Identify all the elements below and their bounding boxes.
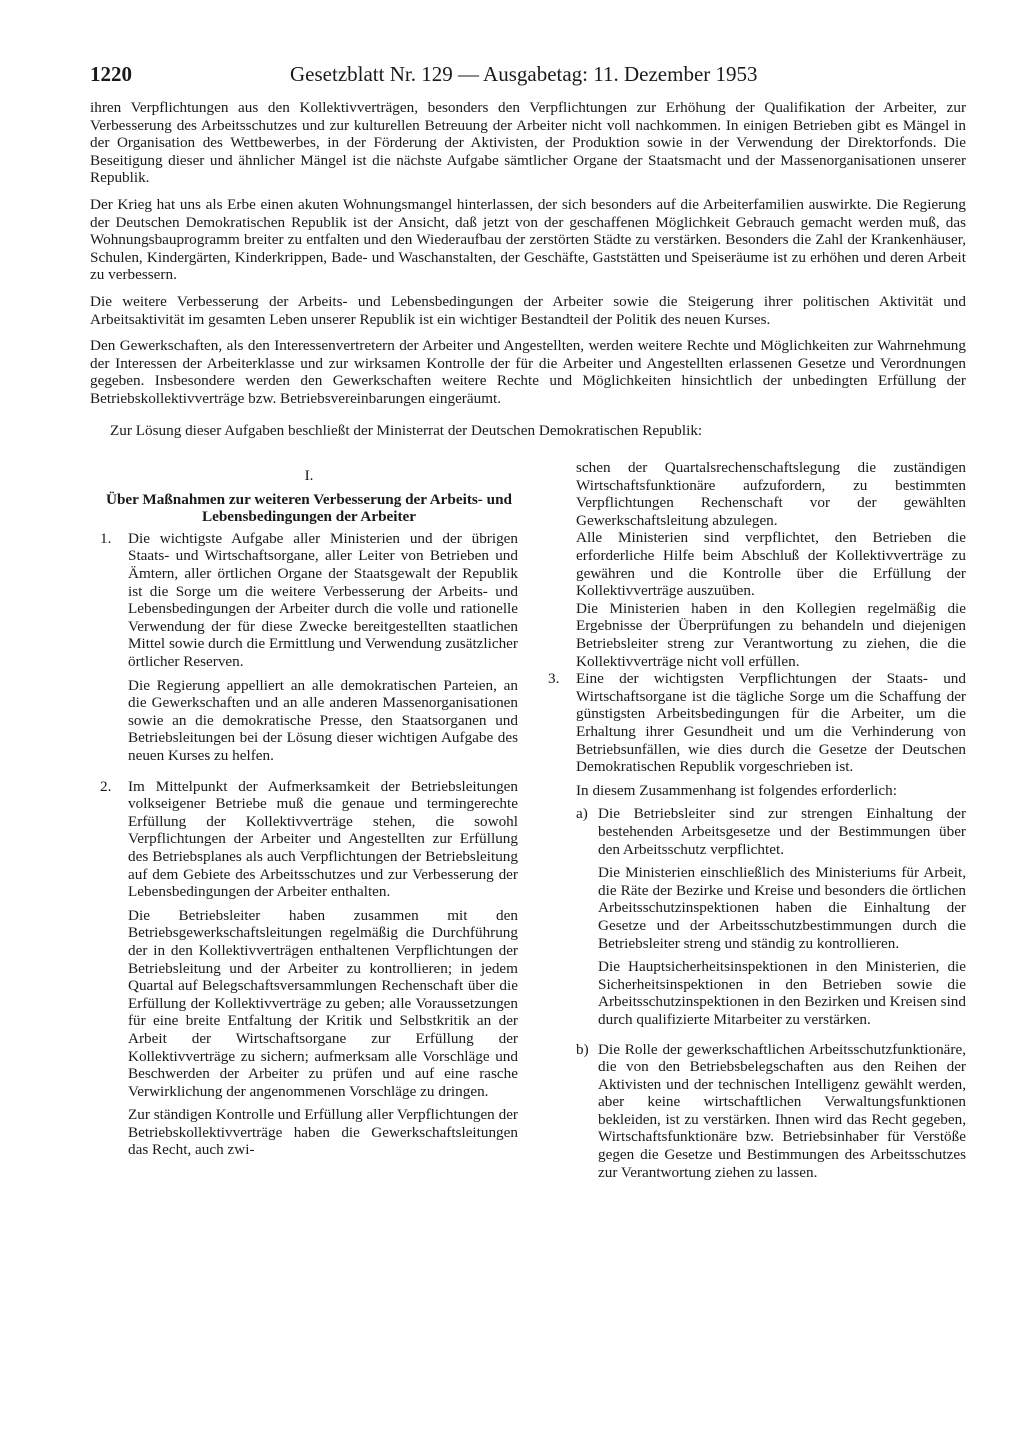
section-title: Über Maßnahmen zur weiteren Verbesserung der Arbeits- und Lebensbedingungen der Arbeiter: [106, 490, 512, 526]
intro-paragraph: Die weitere Verbesserung der Arbeits- und Lebensbedingungen der Arbeiter sowie die Steigerung ihrer politischen Aktivität und Arbeitsaktivität im gesamten Leben unserer Republik ist ein wichtiger Bestandteil der Politik des neuen Kurses.: [90, 292, 966, 328]
intro-paragraph: Den Gewerkschaften, als den Interessenvertretern der Arbeiter und Angestellten, werden weitere Rechte und Möglichkeiten zur Wahrnehmung der Interessen der Arbeiterklasse und zur wirksamen Kontrolle der für die Arbeiter und Angestellten erlassenen Gesetze und Verordnungen gegeben. Insbesondere werden den Gewerkschaften weitere Rechte und Möglichkeiten hinsichtlich der unbedingten Erfüllung der Betriebskollektivverträge bzw. Betriebsvereinbarungen eingeräumt.: [90, 337, 966, 407]
item-paragraph: Zur ständigen Kontrolle und Erfüllung aller Verpflichtungen der Betriebskollektivverträge haben die Gewerkschaftsleitungen das Recht, auch zwi-: [128, 1106, 518, 1159]
intro-paragraph: Der Krieg hat uns als Erbe einen akuten Wohnungsmangel hinterlassen, der sich besonders auf die Arbeiterfamilien auswirkte. Die Regierung der Deutschen Demokratischen Republik ist der Ansicht, daß jetzt von der geschaffenen Möglichkeit Gebrauch gemacht werden muß, das Wohnungsbauprogramm breiter zu entfalten und den Wiederaufbau der zerstörten Städte zu verstärken. Besonders die Zahl der Krankenhäuser, Schulen, Kindergärten, Kinderkrippen, Bade- und Waschanstalten, der Geschäfte, Gaststätten und Speiseräume ist zu erhöhen und deren Arbeit zu verbessern.: [90, 195, 966, 284]
list-item: [100, 778, 518, 1165]
item-paragraph: Die Regierung appelliert an alle demokratischen Parteien, an die Gewerkschaften und an alle anderen Massenorganisationen sowie an die demokratische Presse, den Staatsorganen und Betriebsleitungen bei der Lösung dieser wichtigen Aufgabe des neuen Kurses zu helfen.: [128, 676, 518, 764]
item-number: 1.: [100, 529, 112, 547]
sub-item-paragraph: Die Betriebsleiter sind zur strengen Einhaltung der bestehenden Arbeitsgesetze und der Bestimmungen über den Arbeitsschutz verpflichtet.: [598, 805, 966, 858]
item-paragraph: Eine der wichtigsten Verpflichtungen der Staats- und Wirtschaftsorgane ist die tägliche Sorge um die Schaffung der günstigsten Arbeitsbedingungen für die Arbeiter, um die Erhaltung ihrer Gesundheit und um die Verhinderung von Betriebsunfällen, wie dies durch die Gesetze der Deutschen Demokratischen Republik vorgeschrieben ist.: [576, 670, 966, 776]
continued-paragraph: Alle Ministerien sind verpflichtet, den Betrieben die erforderliche Hilfe beim Abschluß der Kollektivverträge zu gewähren und die Kontrolle über die Erfüllung der Kollektivverträge auszuüben.: [576, 529, 966, 600]
item-paragraph: Im Mittelpunkt der Aufmerksamkeit der Betriebsleitungen volkseigener Betriebe muß die genaue und termingerechte Erfüllung der Kollektivverträge stehen, die sowohl Verpflichtungen der Arbeiter und Angestellten zur Erfüllung des Betriebsplanes als auch Verpflichtungen der Betriebsleitung auf dem Gebiete des Arbeitsschutzes und zur Verbesserung der Lebensbedingungen der Arbeiter enthalten.: [128, 777, 518, 901]
list-item: [548, 670, 966, 1193]
section-number: I.: [304, 467, 314, 485]
sub-item-label: b): [576, 1040, 589, 1058]
right-column: [548, 459, 966, 1200]
item-paragraph: Die wichtigste Aufgabe aller Ministerien und der übrigen Staats- und Wirtschaftsorgane, aller Leiter von Betrieben und Ämtern, aller örtlichen Organe der Staatsgewalt der Republik ist die Sorge um die weitere Verbesserung der Arbeits- und Lebensbedingungen der Arbeiter durch die volle und rationelle Verwendung der für diese Zwecke bereitgestellten staatlichen Mittel sowie durch die Ermittlung und Verwendung zusätzlicher örtlicher Reserven.: [128, 529, 518, 671]
item-number: 2.: [100, 777, 112, 795]
list-item: [100, 530, 518, 771]
item-number: 3.: [548, 670, 560, 688]
sub-item-paragraph: Die Hauptsicherheitsinspektionen in den Ministerien, die Sicherheitsinspektionen in den Betrieben sowie die Arbeitsschutzinspektionen in den Bezirken und Kreisen sind durch qualifizierte Mitarbeiter zu verstärken.: [598, 958, 966, 1028]
item-paragraph: Die Betriebsleiter haben zusammen mit den Betriebsgewerkschaftsleitungen regelmäßig die Durchführung der in den Kollektivverträgen enthaltenen Verpflichtungen der Betriebsleitung und der Arbeiter zu kontrollieren; in jedem Quartal auf Belegschaftsversammlungen Rechenschaft über die Erfüllung der Kollektivverträge zu geben; alle Voraussetzungen für eine breite Entfaltung der Kritik und Selbstkritik an der Arbeit der Wirtschaftsorgane zur Erfüllung der Kollektivverträge zu sichern; aufmerksam alle Vorschläge und Beschwerden der Arbeiter zu prüfen und auf eine rasche Verwirklichung der angenommenen Vorschläge zu dringen.: [128, 906, 518, 1100]
sub-item-paragraph: Die Ministerien einschließlich des Ministeriums für Arbeit, die Räte der Bezirke und Kreise und besonders die örtlichen Arbeitsschutzinspektionen haben die Einhaltung der Gesetze und der Arbeitsschutzbestimmungen durch die Betriebsleiter streng und ständig zu kontrollieren.: [598, 864, 966, 952]
continued-paragraph: Die Ministerien haben in den Kollegien regelmäßig die Ergebnisse der Überprüfungen zu behandeln und diejenigen Betriebsleiter streng zur Verantwortung zu ziehen, die die Kollektivverträge nicht voll erfüllen.: [576, 599, 966, 670]
continued-paragraph: schen der Quartalsrechenschaftslegung die zuständigen Wirtschaftsfunktionäre aufzufordern, zu bestimmten Verpflichtungen Rechenschaft vor der gewählten Gewerkschaftsleitung abzulegen.: [576, 459, 966, 529]
sub-item-label: a): [576, 805, 588, 823]
page-header: [90, 62, 966, 87]
resolution-statement: Zur Lösung dieser Aufgaben beschließt der Ministerrat der Deutschen Demokratischen Republik:: [110, 421, 703, 439]
sub-item: [576, 1041, 966, 1188]
sub-item-paragraph: Die Rolle der gewerkschaftlichen Arbeitsschutzfunktionäre, die von den Betriebsbelegschaften aus den Reihen der Aktivisten und der technischen Intelligenz gewählt werden, aber keine wirtschaftlichen Verwaltungsfunktionen bekleiden, ist zu verstärken. Ihnen wird das Recht gegeben, Wirtschaftsfunktionäre bzw. Betriebsinhaber für Verstöße gegen die Gesetze und Bestimmungen des Arbeitsschutzes zur Verantwortung ziehen zu lassen.: [598, 1040, 966, 1181]
intro-text: [90, 99, 966, 439]
left-column: [90, 459, 518, 1200]
page-number: 1220: [90, 62, 132, 86]
sub-item: [576, 805, 966, 1034]
publication-title: Gesetzblatt Nr. 129 — Ausgabetag: 11. Dezember 1953: [290, 62, 758, 86]
intro-paragraph: ihren Verpflichtungen aus den Kollektivverträgen, besonders den Verpflichtungen zur Erhöhung der Qualifikation der Arbeiter, zur Verbesserung des Arbeitsschutzes und zur kulturellen Betreuung der Arbeiter nicht voll nachkommen. In einigen Betrieben gibt es Mängel in der Organisation des Wettbewerbes, in der Förderung der Aktivisten, der Produktion sowie in der Verwendung der Direktorfonds. Die Beseitigung dieser und ähnlicher Mängel ist die nächste Aufgabe sämtlicher Organe der Staatsmacht und der Massenorganisationen unserer Republik.: [90, 99, 966, 187]
item-paragraph: In diesem Zusammenhang ist folgendes erforderlich:: [576, 781, 897, 799]
two-column-body: [90, 459, 966, 1200]
